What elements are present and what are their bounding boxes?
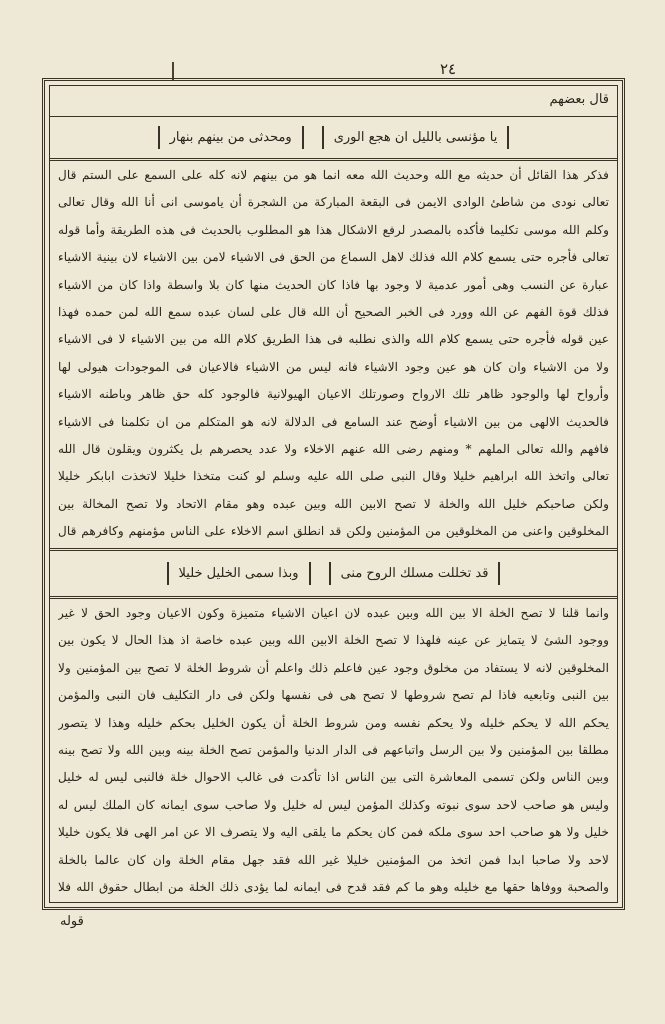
verse-1-second-hemistich: ومحدثى من بينهم بنهار [158, 126, 304, 149]
text-frame [49, 85, 618, 903]
verse-1-first-hemistich: يا مؤنسى بالليل ان هجع الورى [322, 126, 510, 149]
divider [50, 158, 617, 161]
section-heading: قال بعضهم [549, 92, 609, 107]
divider [50, 596, 617, 599]
divider [50, 116, 617, 117]
divider [50, 548, 617, 551]
page-number: ٢٤ [439, 60, 457, 78]
catchword: قوله [60, 914, 84, 929]
verse-2-first-hemistich: قد تخللت مسلك الروح منى [329, 562, 501, 585]
verse-couplet-1 [50, 118, 617, 156]
verse-couplet-2 [50, 554, 617, 592]
verse-2-second-hemistich: وبذا سمى الخليل خليلا [167, 562, 311, 585]
paragraph-1: فذكر هذا القائل أن حديثه مع الله وحديث الله معه انما هو من بينهم لانه كله على السمع على الستم قال تعالى نودى من شاطئ الوادى الايمن فى البقعة المباركة من الشجرة أن ياموسى انى أنا الله وقال تعالى وكلم الله موسى تكليما فأكده بالمصدر لرفع الاشكال هذا هو المطلوب بالحديث فى هذه الطريقة وأما قوله تعالى فأجره حتى يسمع كلام الله فذلك لاهل السماع من الحق فى الاشياء لامن بين الاشياء لان بينية الاشياء عبارة عن النسب وهى أمور عدمية لا وجود بها فاذا كان الحديث منها كان بلا واسطة واذا كان من الاشياء فذلك قوة الفهم عن الله وورد فى الخبر الصحيح أن الله قال على لسان عبده سمع الله لمن حمده فهذا عين قوله فأجره حتى يسمع كلام الله والذى نطلبه فى هذا الطريق كلام الله من بين الاشياء لا فى الاشياء ولا من الاشياء وان كان هو عين وجود الاشياء فانه ليس من الاشياء فالاعيان فى الموجودات هيولى لها وأرواح لها والوجود ظاهر تلك الارواح وصورتلك الاعيان الهيولانية فالوجود كله حق ظاهر وباطنه الاشياء فالحديث الالهى من بين الاشياء أوضح عند السامع فى الدلالة لانه هو المتكلم من ان تكلمنا فى الاشياء فافهم والله تعالى الملهم * ومنهم رضى الله عنهم الاخلاء ولا عدد يحصرهم بل يكثرون ويقلون قال الله تعالى واتخذ الله ابراهيم خليلا وقال النبى صلى الله عليه وسلم لو كنت متخذا خليلا لاتخذت ابابكر خليلا ولكن صاحبكم خليل الله والخلة لا تصح الابين الله وبين عبده وهو مقام الاتحاد ولا تصح المخالة بين المخلوقين واعنى من المخلوقين من المؤمنين ولكن قد انطلق اسم الاخلاء على الناس مؤمنهم وكافرهم قال [58, 168, 609, 539]
paragraph-2: وانما قلنا لا تصح الخلة الا بين الله وبين عبده لان اعيان الاشياء متميزة وكون الاعيان وجود الحق لا غير ووجود الشئ لا يتمايز عن عينه فلهذا لا تصح الخلة الابين الله وبين عبده خاصة اذ هذا الحال لا يكون بين المخلوقين لانه لا يستفاد من مخلوق وجود عين فاعلم ذلك واعلم أن شروط الخلة لا تصح بين المؤمنين ولا بين النبى وتابعيه فاذا لم تصح شروطها لا تصح هى فى نفسها ولكن فى دار التكليف فان النبى والمؤمن يحكم الله لا يحكم خليله ولا يحكم نفسه ومن شروط الخلة أن يكون الخليل بحكم خليله وهذا لا يتصور مطلقا بين المؤمنين ولا بين الرسل واتباعهم فى الدار الدنيا والمؤمن تصح الخلة بينه وبين الله ولا تصح بينه وبين الناس ولكن تسمى المعاشرة التى بين الناس اذا تأكدت فى غالب الاحوال خلة فالنبى ليس له خليل وليس هو صاحب لاحد سوى نبوته وكذلك المؤمن ليس له خليل ولا صاحب سوى ايمانه كان الملك ليس له خليل ولا هو صاحب احد سوى ملكه فمن كان يحكم ما يلقى اليه ولا يتصرف الا عن امر الهى فلا يكون خليلا لاحد ولا صاحبا ابدا فمن اتخذ من المؤمنين خليلا غير الله فقد جهل مقام الخلة وان كان عالما بالخلة والصحبة ووفاها حقها مع خليله وهو ما كم فقد قدح فى ايمانه لما يؤدى ذلك الخلة من ابطال حقوق الله فلا [58, 606, 609, 895]
